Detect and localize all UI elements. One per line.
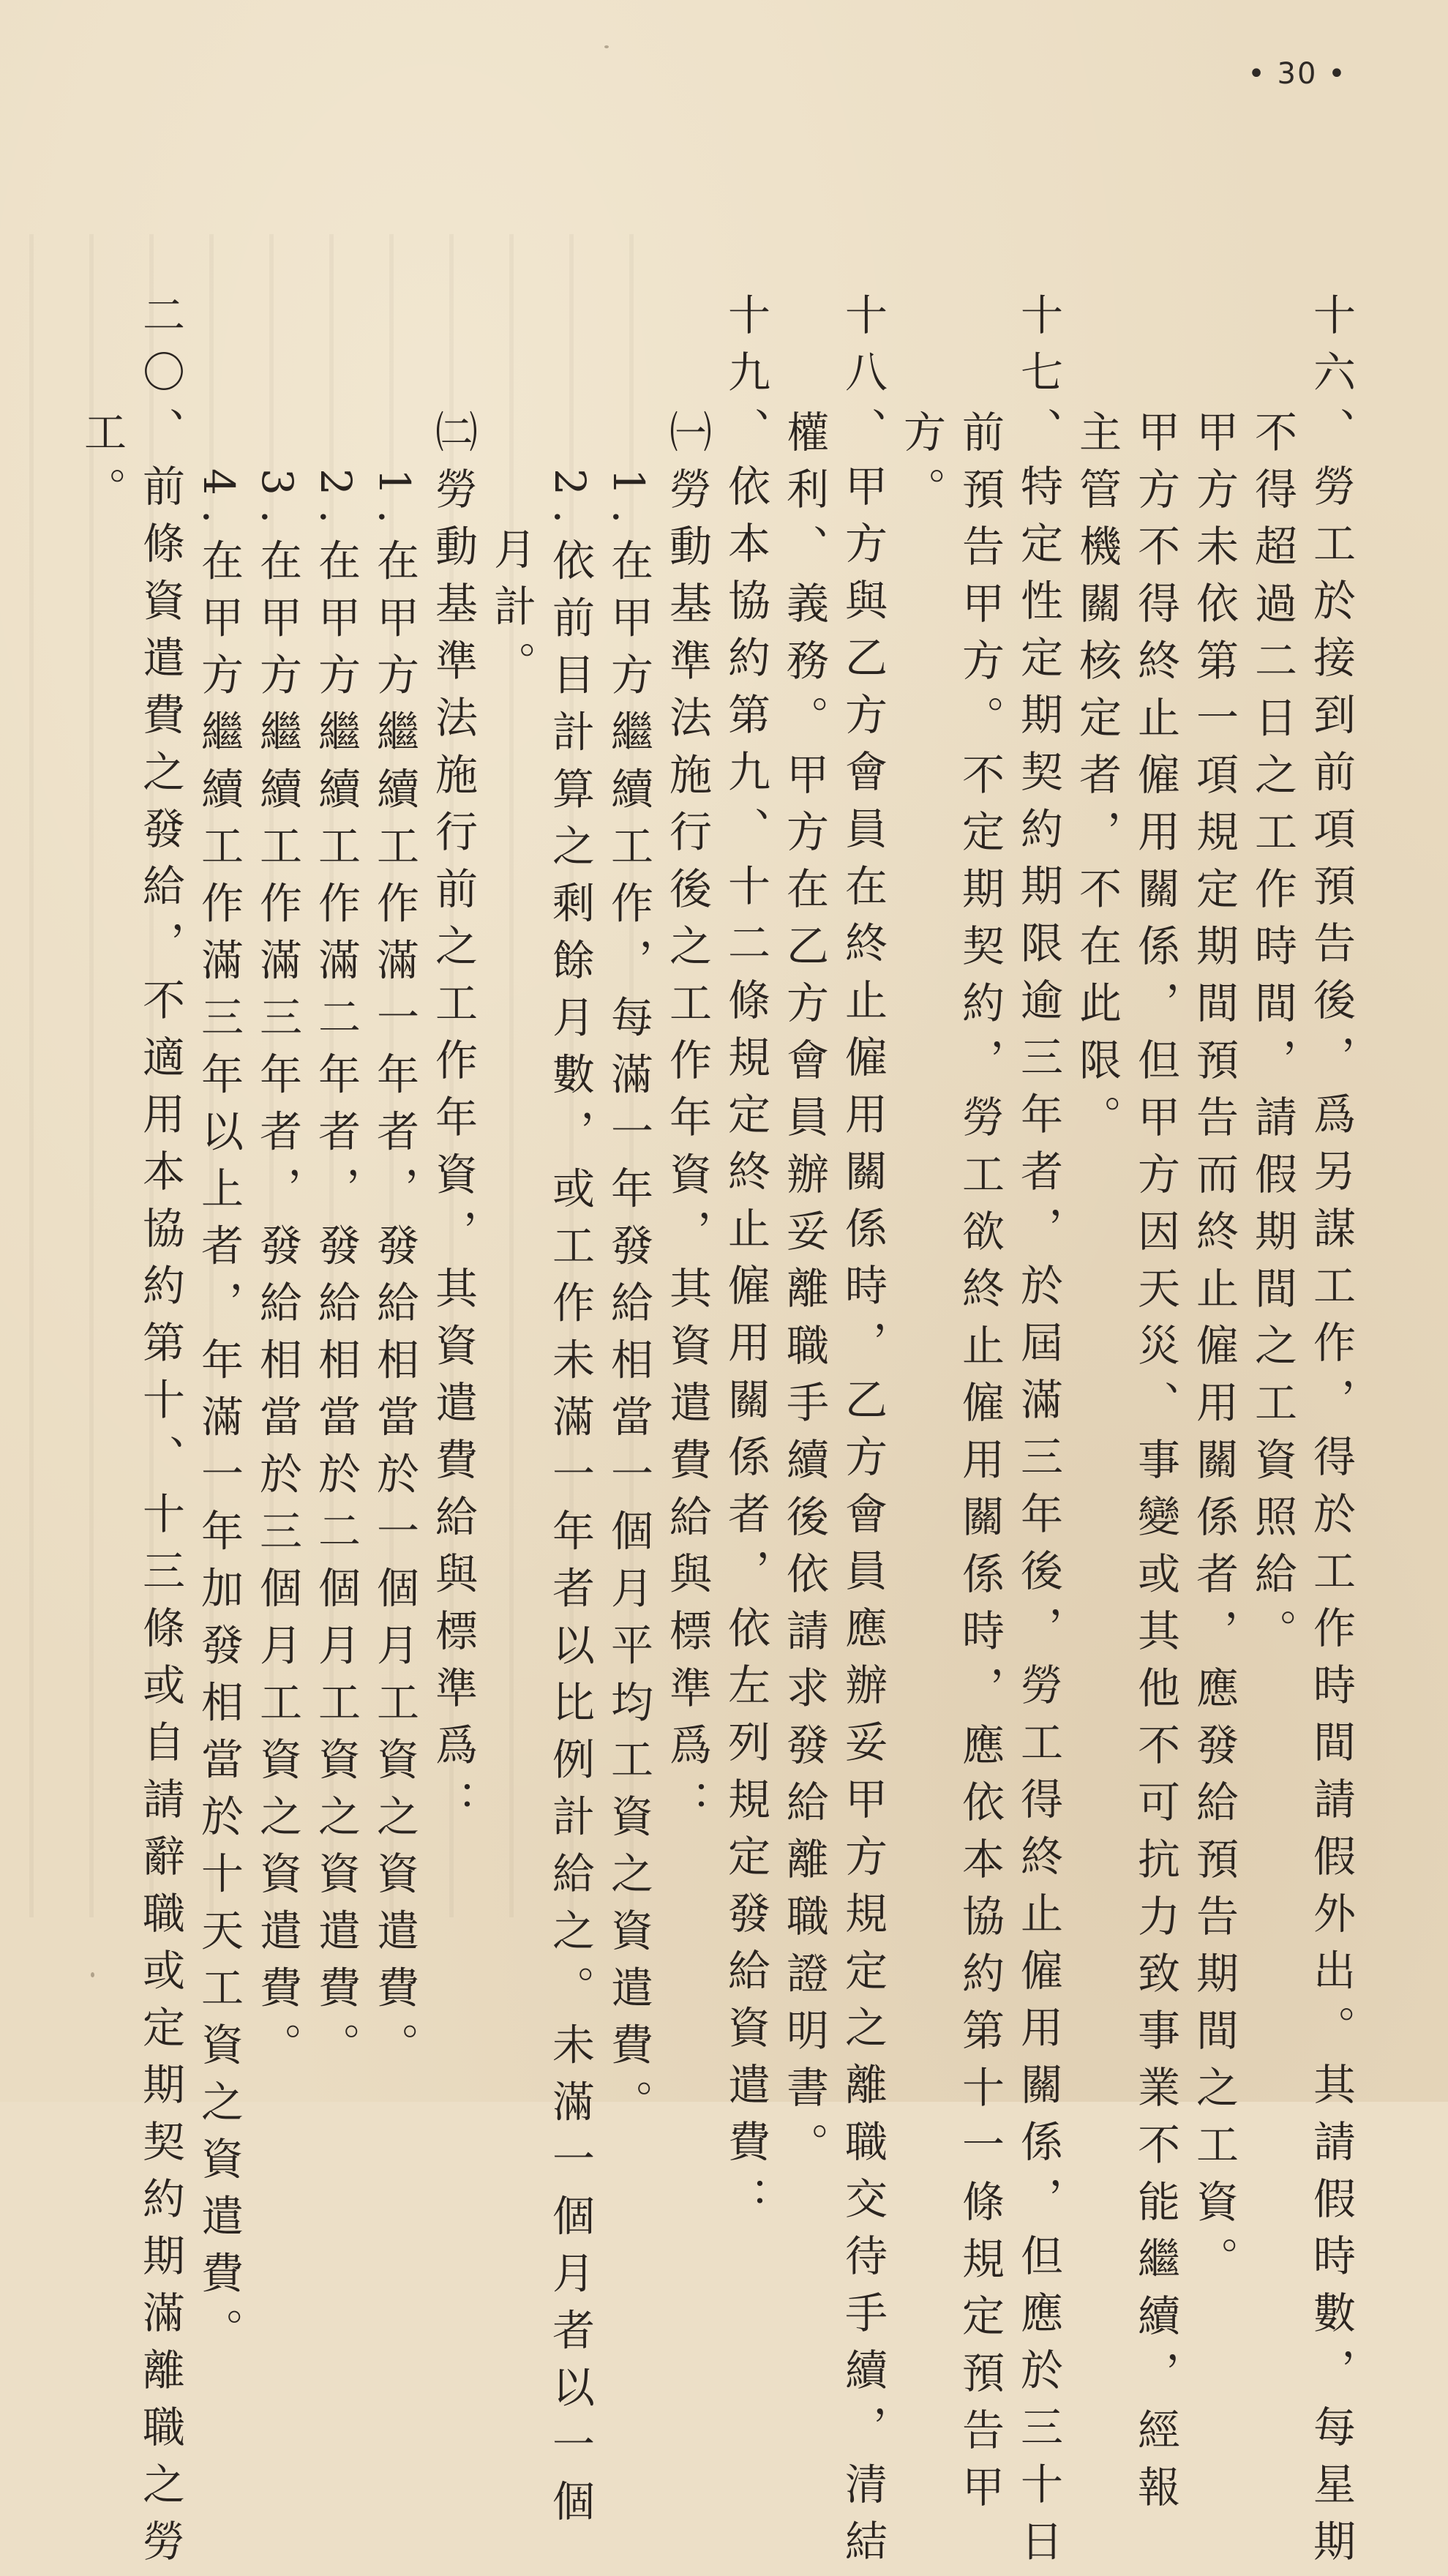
clause-19-item-2-4: 4.在甲方繼續工作滿三年以上者，年滿一年加發相當於十天工資之資遣費。 <box>194 468 244 2365</box>
clause-16-line-1: 十六、勞工於接到前項預告後，爲另謀工作，得於工作時間請假外出。其請假時數，每星期 <box>1306 293 1356 2576</box>
clause-19-item-1-2: 2.依前目計算之剩餘月數，或工作未滿一年者以比例計給之。未滿一個月者以一個 <box>545 468 595 2536</box>
page-number: • 30 • <box>1248 57 1347 91</box>
clause-19-item-2-1: 1.在甲方繼續工作滿一年者，發給相當於一個月工資之資遣費。 <box>369 468 419 2080</box>
clause-19-item-2-3: 3.在甲方繼續工作滿三年者，發給相當於三個月工資之資遣費。 <box>252 468 302 2080</box>
clause-20-line-1: 二〇、前條資遣費之發給，不適用本協約第十、十三條或自請辭職或定期契約期滿離職之勞 <box>135 293 185 2576</box>
document-body <box>72 293 1360 2576</box>
clause-16-line-3: 甲方未依第一項規定期間預告而終止僱用關係者，應發給預告期間之工資。 <box>1189 410 1239 2294</box>
clause-16-line-4: 甲方不得終止僱用關係，但甲方因天災、事變或其他不可抗力致事業不能繼續，經報 <box>1130 410 1180 2522</box>
clause-19-item-2-2: 2.在甲方繼續工作滿二年者，發給相當於二個月工資之資遣費。 <box>311 468 361 2080</box>
clause-18-line-1: 十八、甲方與乙方會員在終止僱用關係時，乙方會員應辦妥甲方規定之離職交待手續，清結 <box>838 293 888 2576</box>
clause-17-line-3: 方。 <box>896 410 946 524</box>
clause-19-subsection-2: ㈡勞動基準法施行前之工作年資，其資遣費給與標準爲： <box>428 410 478 1837</box>
clause-19-item-1-1: 1.在甲方繼續工作，每滿一年發給相當一個月平均工資之資遣費。 <box>604 468 653 2137</box>
clause-16-line-2: 不得超過二日之工作時間，請假期間之工資照給。 <box>1248 410 1297 1666</box>
clause-19-item-1-2-cont: 月計。 <box>487 527 536 698</box>
clause-20-line-2: 工。 <box>77 410 127 524</box>
clause-17-line-2: 前預告甲方。不定期契約，勞工欲終止僱用關係時，應依本協約第十一條規定預告甲 <box>955 410 1005 2522</box>
paper-speck <box>604 45 609 48</box>
clause-18-line-2: 權利、義務。甲方在乙方會員辦妥離職手續後依請求發給離職證明書。 <box>779 410 829 2179</box>
clause-16-line-5: 主管機關核定者，不在此限。 <box>1072 410 1122 1152</box>
clause-17-line-1: 十七、特定性定期契約期限逾三年者，於屆滿三年後，勞工得終止僱用關係，但應於三十日 <box>1013 293 1063 2576</box>
clause-19-line-1: 十九、依本協約第九、十二條規定終止僱用關係者，依左列規定發給資遣費： <box>721 293 770 2234</box>
clause-19-subsection-1: ㈠勞動基準法施行後之工作年資，其資遣費給與標準爲： <box>662 410 712 1837</box>
